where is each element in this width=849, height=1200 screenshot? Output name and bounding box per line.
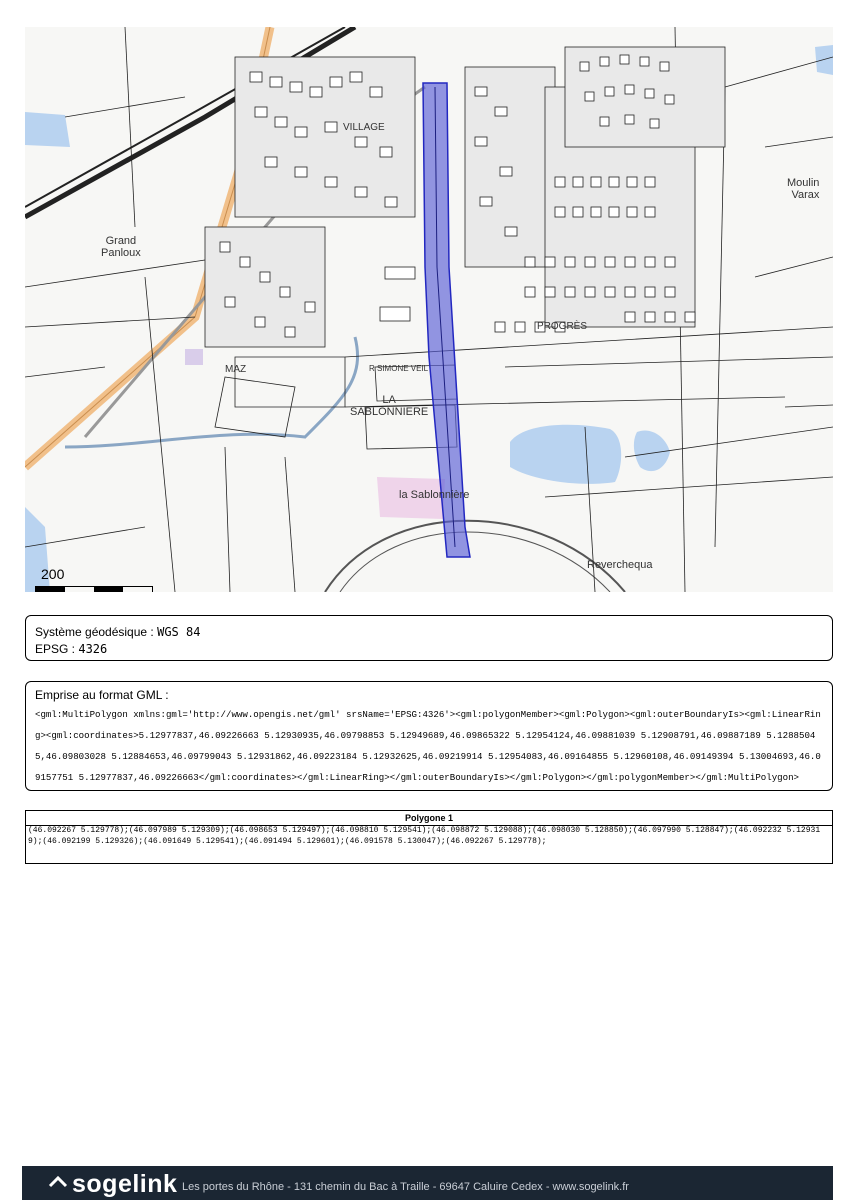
geodesy-system-value: WGS 84: [157, 625, 201, 639]
road-ring: [325, 521, 625, 592]
map-label-la-sablonniere: LA SABLONNIERE: [350, 394, 429, 418]
map-label-maz: MAZ: [225, 364, 247, 375]
geodesy-epsg-row: [35, 641, 823, 658]
polygon-title: Polygone 1: [26, 811, 832, 826]
map-label-reverchequa: Reverchequa: [587, 559, 653, 571]
pond-top-right: [815, 45, 833, 75]
polygon-coordinates: (46.092267 5.129778);(46.097989 5.129309);(46.098653 5.129497);(46.098810 5.129541);(46.098872 5.129088);(46.098030 5.128850);(46.097990 5.128847);(46.092232 5.129319);(46.092199 5.129326);(46.091649 5.129541);(46.091494 5.129601);(46.091578 5.130047);(46.092267 5.129778);: [28, 826, 821, 846]
buildings: [205, 47, 725, 347]
scale-ruler: [35, 586, 153, 592]
geodesy-panel: [25, 615, 833, 661]
map-label-village: VILLAGE: [343, 122, 385, 133]
footer-address: Les portes du Rhône - 131 chemin du Bac à Traille - 69647 Caluire Cedex - www.sogelink.fr: [182, 1181, 629, 1193]
gml-panel: [25, 681, 833, 791]
epsg-label: EPSG :: [35, 642, 76, 656]
map-label-grand-panloux: Grand Panloux: [101, 235, 141, 259]
geodesy-system-label: Système géodésique :: [35, 625, 154, 639]
epsg-value: 4326: [78, 642, 108, 656]
geodesy-system-row: [35, 624, 823, 641]
footer-bar: [22, 1166, 833, 1200]
sogelink-logo-icon: [48, 1174, 68, 1194]
pond-small-right: [634, 431, 670, 472]
field-purple: [185, 349, 203, 365]
map-view[interactable]: [25, 27, 833, 592]
map-canvas: [25, 27, 833, 592]
polygon-table: [25, 810, 833, 864]
gml-title: Emprise au format GML :: [35, 688, 169, 702]
map-label-street-simone-veil: R SIMONE VEIL: [369, 364, 429, 373]
map-label-site: la Sablonnière: [399, 489, 470, 501]
brand-logo-text: sogelink: [72, 1170, 178, 1198]
pond-center-right: [510, 425, 621, 484]
gml-code: <gml:MultiPolygon xmlns:gml='http://www.opengis.net/gml' srsName='EPSG:4326'><gml:polygonMember><gml:Polygon><gml:outerBoundaryIs><gml:LinearRing><gml:coordinates>5.12977837,46.09226663 5.12930935,46.09798853 5.12949689,46.09865322 5.12954124,46.09881039 5.12908791,46.09887189 5.12885045,46.09803028 5.12884653,46.09799043 5.12931862,46.09223184 5.12932625,46.09219914 5.12954083,46.09164855 5.12960108,46.09149394 5.13004693,46.09157751 5.12977837,46.09226663</gml:coordinates></gml:LinearRing></gml:outerBoundaryIs></gml:Polygon></gml:polygonMember></gml:MultiPolygon>: [35, 709, 821, 783]
map-label-progres: PROGRÈS: [537, 321, 588, 332]
scale-label: 200: [41, 566, 65, 582]
lake-left: [25, 112, 70, 147]
map-label-moulin-varax: Moulin Varax: [787, 177, 820, 201]
